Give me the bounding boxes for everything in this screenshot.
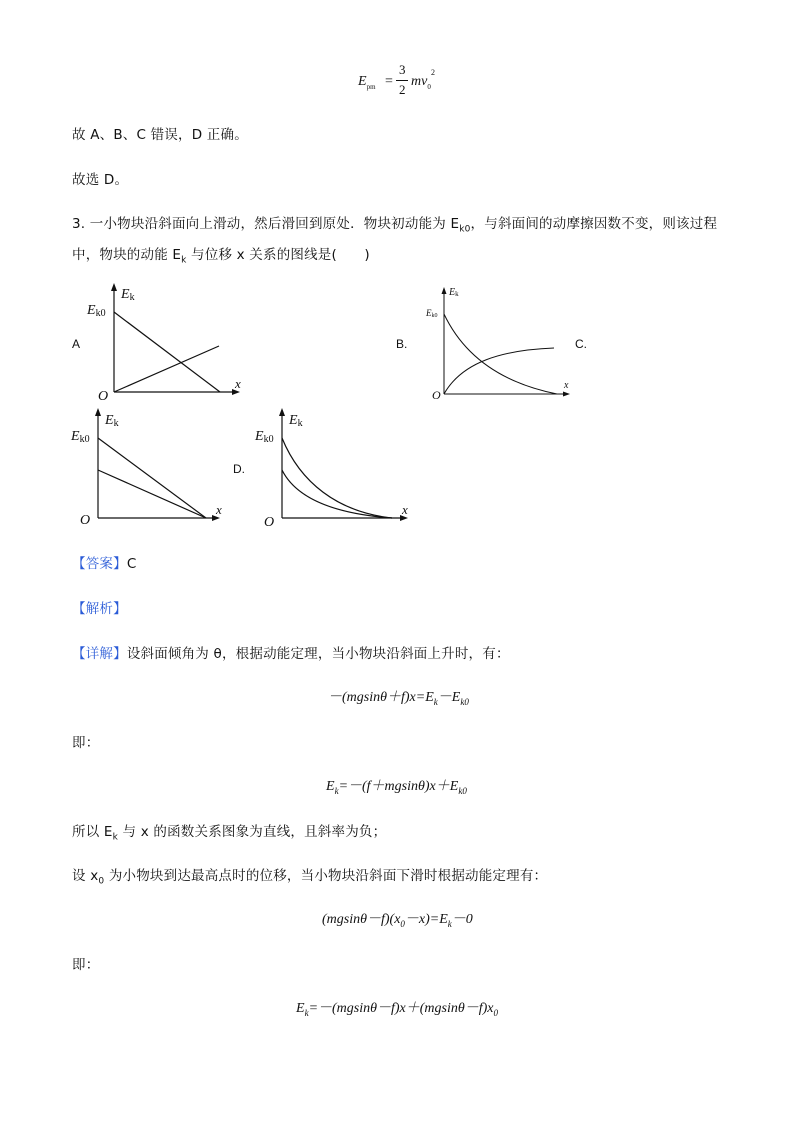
- option-c-label: C.: [575, 337, 587, 351]
- equation-2: $E_k=-(f+mgsin\theta)x+E_{k0}$: [326, 779, 467, 796]
- x-axis-label: x: [216, 502, 222, 517]
- detail-bracket: 【详解】: [72, 646, 127, 662]
- graph-c: [68, 402, 233, 530]
- y-axis-label: Ek: [449, 287, 459, 298]
- option-b-label: B.: [396, 337, 408, 351]
- curve-increasing: [444, 348, 554, 394]
- conclusion-line: 故 A、B、C 错误，D 正确。: [72, 127, 248, 143]
- graph-d: [252, 402, 417, 530]
- answer-line: [72, 552, 136, 572]
- question-line-2: 中，物块的动能 $E_k$ 与位移 x 关系的图线是( ): [72, 247, 370, 266]
- y-axis-label: Ek: [289, 413, 303, 429]
- ek0-label: Ek0: [71, 429, 90, 445]
- y-axis-arrow: [95, 408, 101, 416]
- answer-bracket: 【答案】: [72, 556, 127, 572]
- paragraph-1: 所以 $E_k$ 与 x 的函数关系图象为直线，且斜率为负；: [72, 824, 387, 843]
- graph-b: [422, 282, 582, 402]
- fraction-numerator: 3: [399, 62, 406, 77]
- x-axis-arrow: [563, 392, 570, 397]
- origin-label: O: [432, 388, 441, 402]
- y-axis-arrow: [442, 287, 447, 294]
- analysis-bracket: 【解析】: [72, 601, 127, 617]
- option-d-label: D.: [233, 462, 245, 476]
- equation-3: $(mgsin\theta-f)(x_0-x)=E_k-0$: [322, 912, 473, 929]
- option-a-label: A: [72, 337, 81, 351]
- graph-a: [84, 278, 254, 403]
- x-axis-label: x: [402, 502, 408, 517]
- y-axis-label: Ek: [105, 413, 119, 429]
- analysis-line: [72, 597, 127, 617]
- curve-lower: [282, 470, 392, 518]
- fraction-denominator: 2: [399, 82, 406, 97]
- y-axis-arrow: [279, 408, 285, 416]
- x-axis-label: x: [564, 380, 569, 391]
- paragraph-2: 设 $x_0$ 为小物块到达最高点时的位移，当小物块沿斜面下滑时根据动能定理有：: [72, 868, 548, 887]
- detail-line: 【详解】设斜面倾角为 θ，根据动能定理，当小物块沿斜面上升时，有：: [72, 646, 510, 662]
- answer-value: C: [126, 556, 137, 572]
- choice-line: 故选 D。: [72, 172, 129, 188]
- line-increasing: [114, 346, 219, 392]
- line-steep: [98, 438, 206, 518]
- ji-line-1: 即：: [72, 735, 100, 751]
- formula-mv: $mv_0$: [411, 74, 431, 91]
- fraction-bar: [396, 80, 408, 81]
- origin-label: O: [98, 389, 109, 404]
- origin-label: O: [264, 515, 275, 530]
- x-axis-label: x: [235, 376, 241, 391]
- ek0-label: Ek0: [426, 308, 438, 319]
- ek0-label: Ek0: [87, 303, 106, 319]
- ek0-label: Ek0: [255, 429, 274, 445]
- question-line-1: 3. 一小物块沿斜面向上滑动，然后滑回到原处．物块初动能为 $E_{k0}$，与斜面间的动摩擦因数不变，则该过程: [72, 216, 718, 235]
- formula-lhs: $E_{pm}$: [358, 74, 376, 91]
- equation-4: $E_k=-(mgsin\theta-f)x+(mgsin\theta-f)x_0$: [296, 1001, 499, 1018]
- curve-upper: [282, 438, 392, 518]
- y-axis-arrow: [111, 283, 117, 291]
- line-shallow: [98, 470, 206, 518]
- curve-decreasing: [444, 314, 557, 394]
- equation-1: $-(mgsin\theta+f)x=E_k-E_{k0}$: [328, 690, 469, 707]
- y-axis-label: Ek: [121, 287, 135, 303]
- ji-line-2: 即：: [72, 957, 100, 973]
- origin-label: O: [80, 513, 91, 528]
